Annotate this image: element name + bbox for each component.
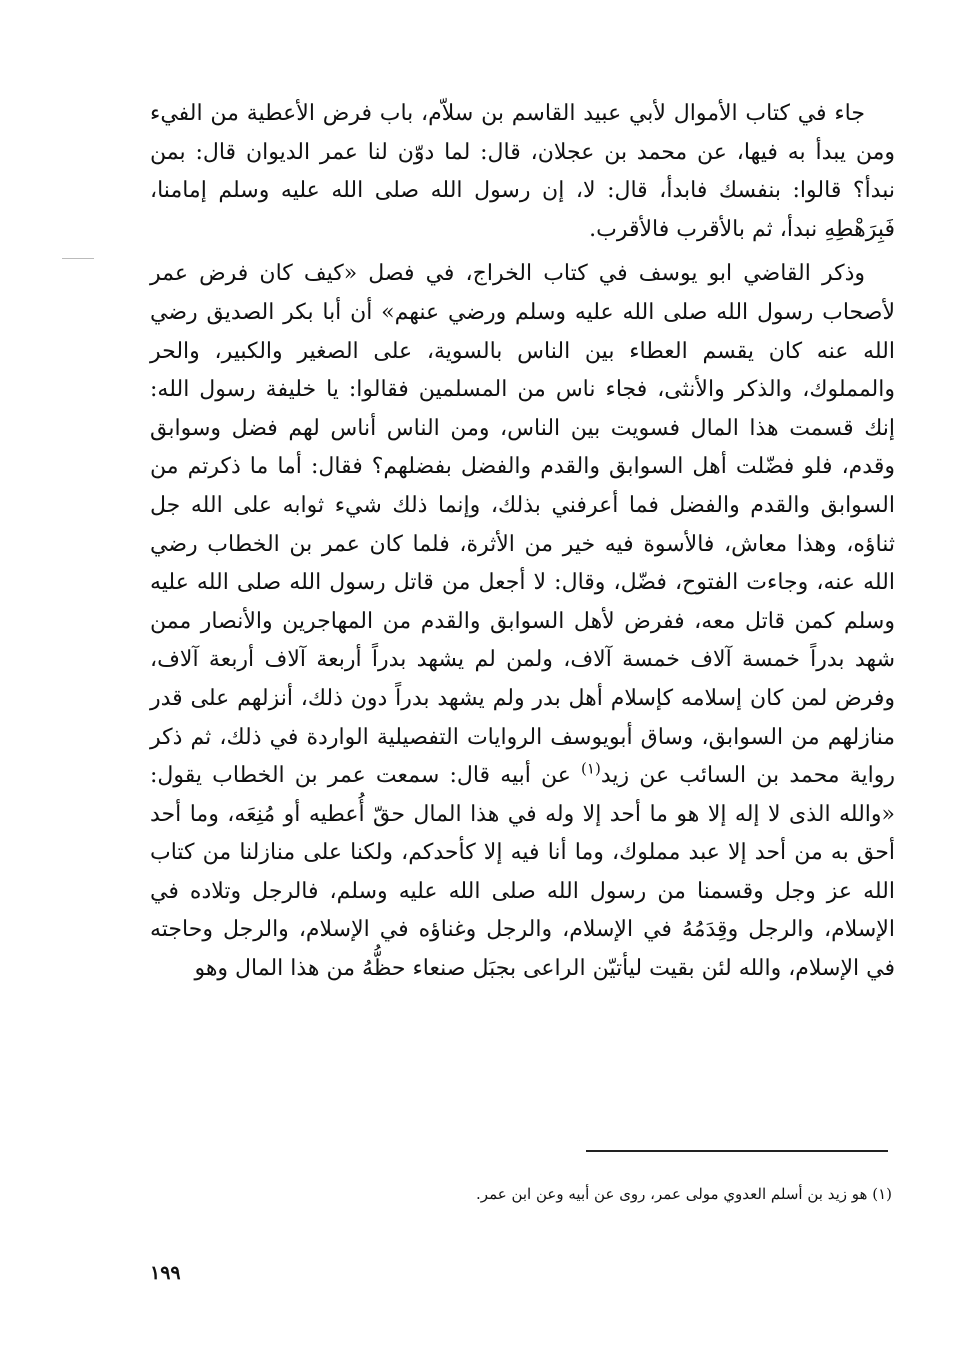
paragraph-2-text-b: عن أبيه قال: سمعت عمر بن الخطاب يقول: «والله الذى لا إله إلا هو ما أحد إلا وله في هذا المال حقّ أُعطيه أو مُنِعَه، وما أحد أحق به من أحد إلا عبد مملوك، وما أنا فيه إلا كأحدكم، ولكنا على منازلنا من كتاب الله عز وجل وقسمنا من رسول الله صلى الله عليه وسلم، فالرجل وتلاده في الإسلام، والرجل وقِدَمُهُ في الإسلام، والرجل وغناؤه في الإسلام، والرجل وحاجته في الإسلام، والله لئن بقيت ليأتيّن الراعى بجبَل صنعاء حظُّهُ من هذا المال وهو <box>150 763 895 982</box>
footnote: (١) هو زيد بن أسلم العدوي مولى عمر، روى عن أبيه وعن ابن عمر. <box>476 1185 892 1203</box>
page-number: ١٩٩ <box>150 1262 181 1284</box>
main-text <box>150 95 895 989</box>
paragraph-2-text-a: وذكر القاضي ابو يوسف في كتاب الخراج، في فصل «كيف كان فرض عمر لأصحاب رسول الله صلى الله عليه وسلم ورضي عنهم» أن أبا بكر الصديق رضي الله عنه كان يقسم العطاء بين الناس بالسوية، على الصغير والكبير، والحر والمملوك، والذكر والأنثى، فجاء ناس من المسلمين فقالوا: يا خليفة رسول الله: إنك قسمت هذا المال فسويت بين الناس، ومن الناس أناس لهم فضل وسوابق وقدم، فلو فضّلت أهل السوابق والقدم والفضل بفضلهم؟ فقال: أما ما ذكرتم من السوابق والقدم والفضل فما أعرفني بذلك، وإنما ذلك شيء ثوابه على الله جل ثناؤه، وهذا معاش، فالأسوة فيه خير من الأثرة، فلما كان عمر بن الخطاب رضي الله عنه، وجاءت الفتوح، فضّل، وقال: لا أجعل من قاتل رسول الله صلى الله عليه وسلم كمن قاتل معه، ففرض لأهل السوابق والقدم من المهاجرين والأنصار ممن شهد بدراً خمسة آلاف خمسة آلاف، ولمن لم يشهد بدراً أربعة آلاف أربعة آلاف، وفرض لمن كان إسلامه كإسلام أهل بدر ولم يشهد بدراً دون ذلك، أنزلهم على قدر منازلهم من السوابق، وساق أبويوسف الروايات التفصيلية الواردة في ذلك، ثم ذكر رواية محمد بن السائب عن زيد <box>150 261 895 789</box>
paragraph-1: جاء في كتاب الأموال لأبي عبيد القاسم بن سلاّم، باب فرض الأعطية من الفيء ومن يبدأ به فيها، عن محمد بن عجلان، قال: لما دوّن لنا عمر الديوان قال: بمن نبدأ؟ قالوا: بنفسك فابدأ، قال: لا، إن رسول الله صلى الله عليه وسلم إمامنا، فَبِرَهْطِهِ نبدأ، ثم بالأقرب فالأقرب. <box>150 101 895 242</box>
footnote-divider <box>586 1150 888 1152</box>
margin-mark <box>62 258 94 259</box>
paragraph-2 <box>150 255 895 988</box>
footnote-reference[interactable]: (١) <box>581 759 601 778</box>
